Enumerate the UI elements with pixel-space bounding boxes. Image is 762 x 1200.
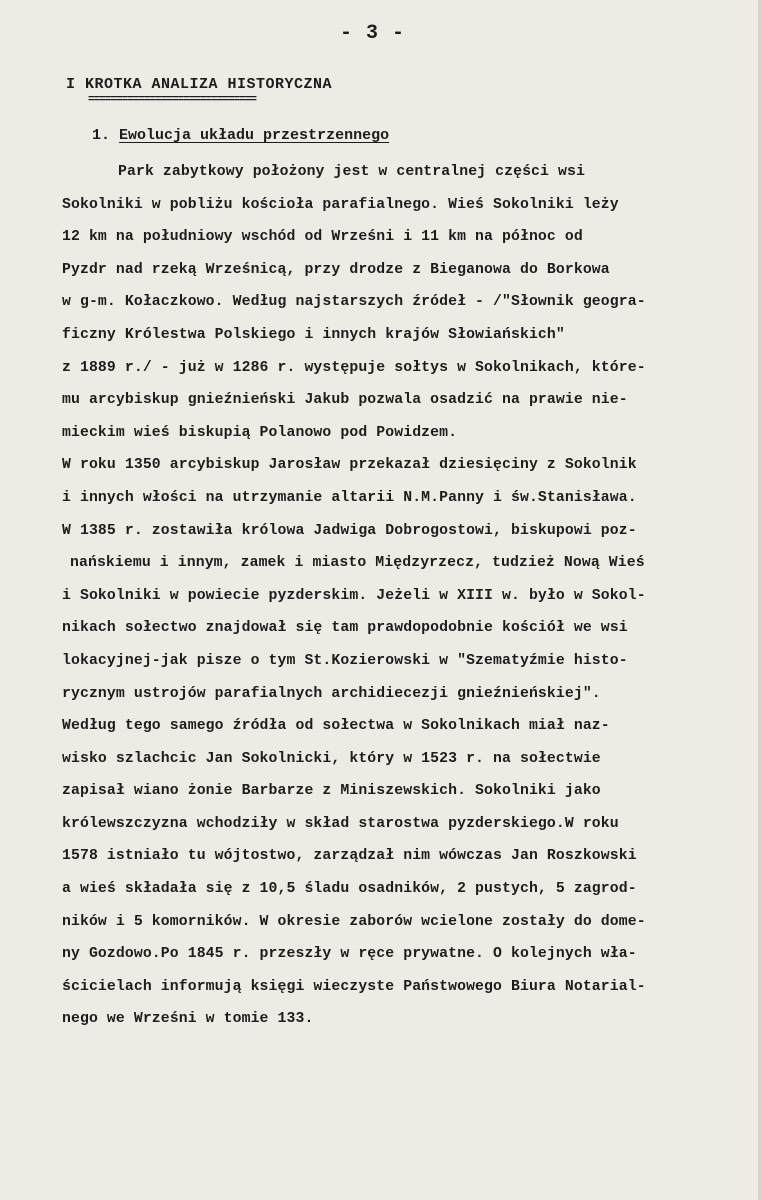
text-line: a wieś składała się z 10,5 śladu osadników, 2 pustych, 5 zagrod-	[62, 881, 637, 898]
body-paragraph	[62, 156, 762, 1036]
subsection-heading	[92, 127, 389, 144]
text-line: królewszczyzna wchodziły w skład starostwa pyzderskiego.W roku	[62, 815, 619, 832]
scan-edge-shadow	[758, 0, 762, 1200]
text-line: 1578 istniało tu wójtostwo, zarządzał nim wówczas Jan Roszkowski	[62, 848, 637, 865]
text-line: lokacyjnej-jak pisze o tym St.Kozierowski w "Szematyźmie histo-	[62, 652, 628, 669]
text-line: Według tego samego źródła od sołectwa w Sokolnikach miał naz-	[62, 718, 610, 735]
text-line: W 1385 r. zostawiła królowa Jadwiga Dobrogostowi, biskupowi poz-	[62, 522, 637, 539]
text-line: i Sokolniki w powiecie pyzderskim. Jeżeli w XIII w. było w Sokol-	[62, 587, 646, 604]
text-line: mieckim wieś biskupią Polanowo pod Powidzem.	[62, 424, 458, 441]
text-line: ników i 5 komorników. W okresie zaborów wcielone zostały do dome-	[62, 913, 646, 930]
text-line: Pyzdr nad rzeką Wrześnicą, przy drodze z Bieganowa do Borkowa	[62, 261, 610, 278]
text-line: nego we Wrześni w tomie 133.	[62, 1011, 314, 1028]
page-number: - 3 -	[340, 22, 406, 45]
text-line: Park zabytkowy położony jest w centralnej części wsi	[118, 164, 585, 180]
text-line: rycznym ustrojów parafialnych archidiecezji gnieźnieńskiej".	[62, 685, 601, 702]
text-line: zapisał wiano żonie Barbarze z Miniszewskich. Sokolniki jako	[62, 783, 601, 800]
section-title-underline: ==============================	[88, 94, 257, 106]
text-line: ny Gozdowo.Po 1845 r. przeszły w ręce prywatne. O kolejnych wła-	[62, 946, 637, 963]
subsection-number: 1.	[92, 127, 111, 144]
text-line: 12 km na południowy wschód od Wrześni i 11 km na północ od	[62, 229, 583, 246]
text-line: Sokolniki w pobliżu kościoła parafialnego. Wieś Sokolniki leży	[62, 196, 619, 213]
text-line: ścicielach informują księgi wieczyste Państwowego Biura Notarial-	[62, 978, 646, 995]
text-line: nikach sołectwo znajdował się tam prawdopodobnie kościół we wsi	[62, 620, 628, 637]
text-line: z 1889 r./ - już w 1286 r. występuje sołtys w Sokolnikach, które-	[62, 359, 646, 376]
text-line: ficzny Królestwa Polskiego i innych krajów Słowiańskich"	[62, 326, 565, 343]
section-title: I KROTKA ANALIZA HISTORYCZNA	[66, 76, 333, 93]
text-line: w g-m. Kołaczkowo. Według najstarszych źródeł - /"Słownik geogra-	[62, 294, 646, 311]
text-line: i innych włości na utrzymanie altarii N.M.Panny i św.Stanisława.	[62, 489, 637, 506]
text-line: wisko szlachcic Jan Sokolnicki, który w 1523 r. na sołectwie	[62, 750, 601, 767]
text-line: nańskiemu i innym, zamek i miasto Międzyrzecz, tudzież Nową Wieś	[70, 555, 645, 572]
text-line: W roku 1350 arcybiskup Jarosław przekazał dziesięciny z Sokolnik	[62, 457, 637, 474]
text-line: mu arcybiskup gnieźnieński Jakub pozwala osadzić na prawie nie-	[62, 392, 628, 409]
subsection-title: Ewolucja układu przestrzennego	[119, 127, 390, 144]
